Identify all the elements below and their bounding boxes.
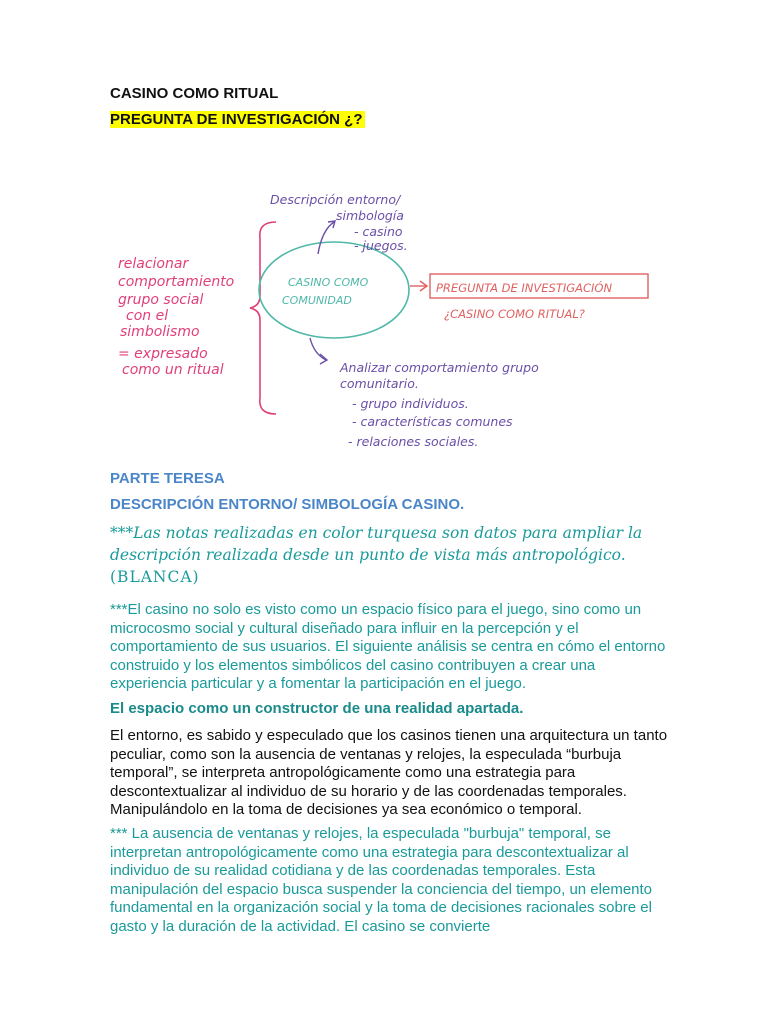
research-question-highlight: PREGUNTA DE INVESTIGACIÓN ¿?	[110, 111, 363, 128]
top-note-line: - casino	[354, 224, 403, 239]
paragraph-turquoise-1: ***El casino no solo es visto como un espacio físico para el juego, sino como un microcosmo social y cultural diseñado para influir en la percepción y el comportamiento de sus usuarios. El siguiente análisis se centra en cómo el entorno construido y los elementos simbólicos del casino contribuyen a crear una experiencia particular y a fomentar la participación en el juego.	[110, 601, 666, 692]
subheading: El espacio como un constructor de una realidad apartada.	[110, 700, 524, 717]
bottom-note-line: - características comunes	[352, 414, 513, 429]
center-label-line: COMUNIDAD	[282, 294, 352, 307]
left-note-line: relacionar	[118, 256, 189, 272]
turquoise-note	[110, 522, 670, 588]
center-label-line: CASINO COMO	[288, 276, 369, 289]
bottom-note-line: - grupo individuos.	[352, 396, 469, 411]
turquoise-note-text: ***Las notas realizadas en color turquesa son datos para ampliar la descripción realizada desde un punto de vista más antropológico.	[110, 524, 643, 564]
bottom-note	[339, 360, 539, 449]
paragraph-body: El entorno, es sabido y especulado que los casinos tienen una arquitectura un tanto peculiar, como son la ausencia de ventanas y relojes, la especulada “burbuja temporal”, se interpreta antropológicamente como una estrategia para descontextualizar al individuo de su horario y de las coordenadas temporales. Manipulándolo en la toma de decisiones ya sea económico o temporal.	[110, 727, 668, 818]
bottom-note-line: - relaciones sociales.	[348, 434, 479, 449]
research-question	[110, 111, 670, 128]
top-note-line: Descripción entorno/	[270, 192, 401, 207]
bottom-note-line: Analizar comportamiento grupo	[340, 360, 539, 375]
top-note-line: simbología	[336, 208, 404, 223]
paragraph-turquoise-2: *** La ausencia de ventanas y relojes, la especulada "burbuja" temporal, se interpretan antropológicamente como una estrategia para descontextualizar al individuo de su realidad cotidiana y de las coordenadas temporales. Esta manipulación del espacio busca suspender la conciencia del tiempo, un elemento fundamental en la organización social y la toma de decisiones racionales sobre el gasto y la duración de la actividad. El casino se convierte	[110, 825, 653, 935]
left-note	[118, 256, 234, 378]
left-note-line: como un ritual	[122, 362, 224, 378]
doc-title: CASINO COMO RITUAL	[110, 85, 279, 102]
research-question-box-label: PREGUNTA DE INVESTIGACIÓN	[436, 281, 613, 295]
section-heading: DESCRIPCIÓN ENTORNO/ SIMBOLOGÍA CASINO.	[110, 496, 465, 513]
top-note-line: - juegos.	[354, 238, 408, 253]
left-note-line: simbolismo	[120, 324, 200, 340]
turquoise-note-tag: (BLANCA)	[110, 568, 200, 586]
arrow-up	[318, 222, 334, 254]
part-heading: PARTE TERESA	[110, 470, 225, 487]
left-note-line: = expresado	[118, 346, 208, 362]
handwritten-diagram	[108, 178, 668, 458]
left-note-line: grupo social	[118, 292, 204, 308]
center-label	[282, 276, 369, 307]
left-note-line: comportamiento	[118, 274, 235, 290]
ritual-question-note: ¿CASINO COMO RITUAL?	[444, 307, 585, 321]
bottom-note-line: comunitario.	[340, 376, 419, 391]
left-note-line: con el	[126, 308, 169, 324]
community-ellipse	[259, 242, 409, 338]
top-note	[270, 192, 408, 253]
